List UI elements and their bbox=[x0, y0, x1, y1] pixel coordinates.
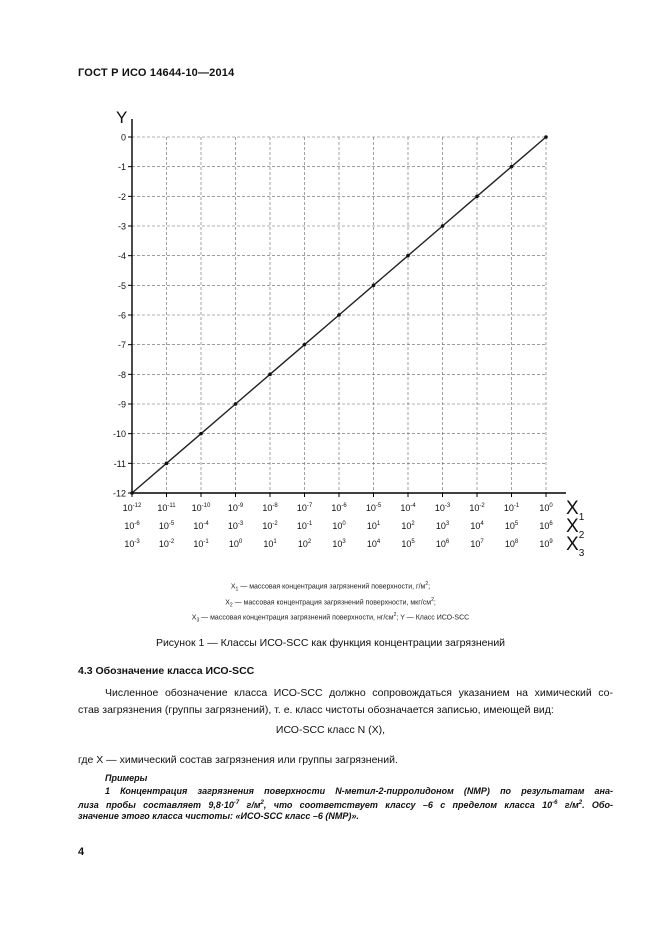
x3-tick-label: $10^4$ bbox=[366, 539, 381, 549]
data-point bbox=[199, 432, 203, 436]
x2-tick-label: $10^{-2}$ bbox=[262, 521, 278, 531]
x2-tick-label: $10^{-1}$ bbox=[296, 521, 313, 531]
y-tick-label: -3 bbox=[117, 221, 126, 232]
x1-axis-label: $X_1$ bbox=[566, 498, 585, 523]
data-point bbox=[268, 373, 272, 377]
data-point bbox=[234, 402, 238, 406]
x2-tick-label: $10^3$ bbox=[435, 521, 450, 531]
legend-x3-y: $X_3$ — массовая концентрация загрязнений поверхности, $нг/см^2$; Y — Класс ИСО-SCC bbox=[191, 612, 470, 624]
figure-caption: Рисунок 1 — Классы ИСО-SCC как функция концентрации загрязнений bbox=[155, 637, 506, 649]
y-tick-label: -5 bbox=[117, 280, 126, 291]
x1-tick-label: $10^{-7}$ bbox=[296, 503, 313, 513]
y-tick-label: -4 bbox=[117, 251, 126, 262]
data-point bbox=[441, 224, 445, 228]
examples-title: Примеры bbox=[105, 773, 148, 783]
x2-tick-label: $10^{-5}$ bbox=[158, 521, 175, 531]
x1-tick-label: $10^{-6}$ bbox=[331, 503, 347, 513]
x2-tick-label: $10^{-6}$ bbox=[124, 521, 140, 531]
x3-tick-label: $10^6$ bbox=[435, 539, 450, 549]
x1-tick-label: $10^0$ bbox=[539, 503, 553, 513]
chart-labels bbox=[113, 108, 585, 559]
x2-tick-label: $10^{-4}$ bbox=[193, 521, 209, 531]
x2-tick-label: $10^0$ bbox=[332, 521, 346, 531]
x3-tick-label: $10^{-1}$ bbox=[193, 539, 209, 549]
x1-tick-label: $10^{-9}$ bbox=[227, 503, 244, 513]
y-tick-label: -8 bbox=[117, 369, 126, 380]
paragraph-line: став загрязнения (группы загрязнений), т. е. класс чистоты обозначается записью, имеющей вид: bbox=[78, 704, 554, 716]
y-tick-label: -9 bbox=[117, 399, 126, 410]
x1-tick-label: $10^{-5}$ bbox=[365, 503, 382, 513]
x3-tick-label: $10^5$ bbox=[401, 539, 415, 549]
x1-tick-label: $10^{-10}$ bbox=[191, 503, 211, 513]
example-text bbox=[78, 786, 613, 823]
x2-tick-label: $10^2$ bbox=[401, 521, 415, 531]
x3-tick-label: $10^8$ bbox=[504, 539, 519, 549]
x1-tick-label: $10^{-12}$ bbox=[122, 503, 142, 513]
data-point bbox=[544, 135, 548, 139]
x3-tick-label: $10^7$ bbox=[470, 539, 484, 549]
where-clause: где X — химический состав загрязнения или группы загрязнений. bbox=[78, 754, 398, 766]
x2-tick-label: $10^6$ bbox=[539, 521, 553, 531]
data-point bbox=[510, 165, 514, 169]
legend-x1: $X_1$ — массовая концентрация загрязнений поверхности, $г/м^2$; bbox=[230, 581, 431, 593]
legend-x2: $X_2$ — массовая концентрация загрязнений поверхности, мкг/$см^2$; bbox=[225, 597, 436, 609]
x1-tick-label: $10^{-3}$ bbox=[434, 503, 451, 513]
y-tick-label: -12 bbox=[112, 488, 126, 499]
page-number: 4 bbox=[78, 846, 85, 858]
x2-tick-label: $10^{-3}$ bbox=[227, 521, 244, 531]
x1-tick-label: $10^{-4}$ bbox=[400, 503, 416, 513]
y-tick-label: -11 bbox=[113, 458, 126, 469]
data-point bbox=[372, 284, 376, 288]
y-tick-label: 0 bbox=[120, 132, 126, 143]
example-line: лиза пробы составляет $9,8\cdot 10^{-7}$ $г/м^2$, что соответствует классу –6 с пределом класса $10^{-6}$ $г/м^2$. Обо- bbox=[78, 799, 614, 810]
document-header: ГОСТ Р ИСО 14644-10—2014 bbox=[78, 67, 235, 79]
y-tick-label: -7 bbox=[117, 340, 126, 351]
x1-tick-label: $10^{-8}$ bbox=[262, 503, 278, 513]
x3-tick-label: $10^9$ bbox=[539, 539, 553, 549]
data-point bbox=[303, 343, 307, 347]
x3-tick-label: $10^{-2}$ bbox=[158, 539, 175, 549]
x1-tick-label: $10^{-11}$ bbox=[157, 503, 176, 513]
y-tick-label: -6 bbox=[117, 310, 126, 321]
example-line: 1 Концентрация загрязнения поверхности N-метил-2-пирролидоном (NMP) по результатам ана- bbox=[105, 786, 613, 796]
formula: ИСО-SCC класс N (X), bbox=[275, 724, 386, 736]
example-line: значение этого класса чистоты: «ИСО-SCC класс –6 (NMP)». bbox=[78, 811, 359, 821]
body-paragraph bbox=[78, 685, 613, 719]
section-title: 4.3 Обозначение класса ИСО-SCC bbox=[78, 665, 255, 677]
y-tick-label: -1 bbox=[117, 162, 126, 173]
x1-tick-label: $10^{-1}$ bbox=[503, 503, 520, 513]
x2-tick-label: $10^1$ bbox=[366, 521, 381, 531]
data-point bbox=[130, 491, 134, 495]
data-point bbox=[406, 254, 410, 258]
x3-tick-label: $10^0$ bbox=[228, 539, 243, 549]
data-point bbox=[337, 313, 341, 317]
x3-axis-label: $X_3$ bbox=[566, 534, 585, 559]
x2-tick-label: $10^5$ bbox=[504, 521, 519, 531]
x2-axis-label: $X_2$ bbox=[566, 516, 585, 541]
y-tick-label: -10 bbox=[112, 429, 126, 440]
paragraph-line: Численное обозначение класса ИСО-SCC должно сопровождаться указанием на химический со- bbox=[105, 687, 613, 699]
data-point bbox=[475, 195, 479, 199]
y-tick-label: -2 bbox=[117, 191, 126, 202]
x1-tick-label: $10^{-2}$ bbox=[469, 503, 485, 513]
x3-tick-label: $10^{-3}$ bbox=[124, 539, 140, 549]
y-axis-label: Y bbox=[116, 108, 128, 127]
x3-tick-label: $10^3$ bbox=[332, 539, 346, 549]
x3-tick-label: $10^1$ bbox=[263, 539, 277, 549]
data-point bbox=[165, 462, 169, 466]
x2-tick-label: $10^4$ bbox=[470, 521, 484, 531]
x3-tick-label: $10^2$ bbox=[297, 539, 312, 549]
